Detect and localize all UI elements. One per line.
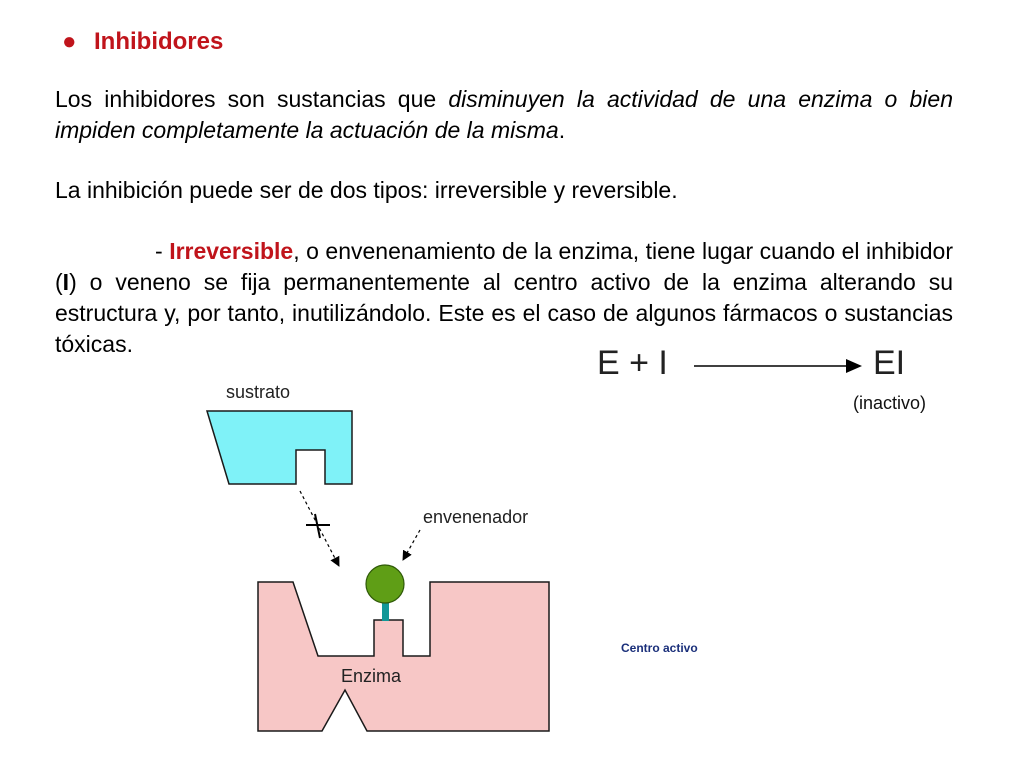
cross-icon [306, 514, 330, 538]
bullet-icon: ● [62, 28, 77, 55]
substrate-label: sustrato [226, 382, 291, 402]
enzyme-shape [258, 582, 549, 731]
irreversible-prefix: - [155, 238, 170, 264]
definition-italic: disminuyen la actividad de una enzima o bien impiden completamente la actuación de la misma [55, 86, 953, 143]
inactive-note: (inactivo) [853, 393, 927, 413]
poison-label-arrow [403, 530, 420, 560]
equation-right: EI [873, 344, 906, 382]
reaction-arrowhead [846, 359, 862, 373]
definition-text-start: Los inhibidores son sustancias que [55, 86, 449, 112]
irreversible-text-1: , o envenenamiento de la enzima, tiene lugar cuando el inhibidor ( [55, 238, 953, 295]
inhibitor-symbol: I [62, 269, 70, 295]
poison-ball [366, 565, 404, 603]
substrate-shape [207, 411, 352, 484]
definition-text-end: . [558, 117, 566, 143]
irreversible-text-2: ) o veneno se fija permanentemente al centro activo de la enzima alterando su estructura y, por tanto, inutilizándolo. Este es el caso de algunos fármacos o sustancias tóxicas. [55, 269, 953, 357]
poison-label: envenenador [423, 507, 529, 527]
blocked-arrow [300, 491, 339, 566]
enzyme-label: Enzima [341, 666, 402, 686]
poison-stem [382, 601, 389, 621]
heading-title: Inhibidores [94, 28, 224, 55]
irreversible-keyword: Irreversible [169, 238, 294, 264]
active-site-label: Centro activo [621, 641, 698, 655]
equation-left: E + I [597, 344, 668, 382]
types-paragraph: La inhibición puede ser de dos tipos: irreversible y reversible. [55, 177, 678, 203]
